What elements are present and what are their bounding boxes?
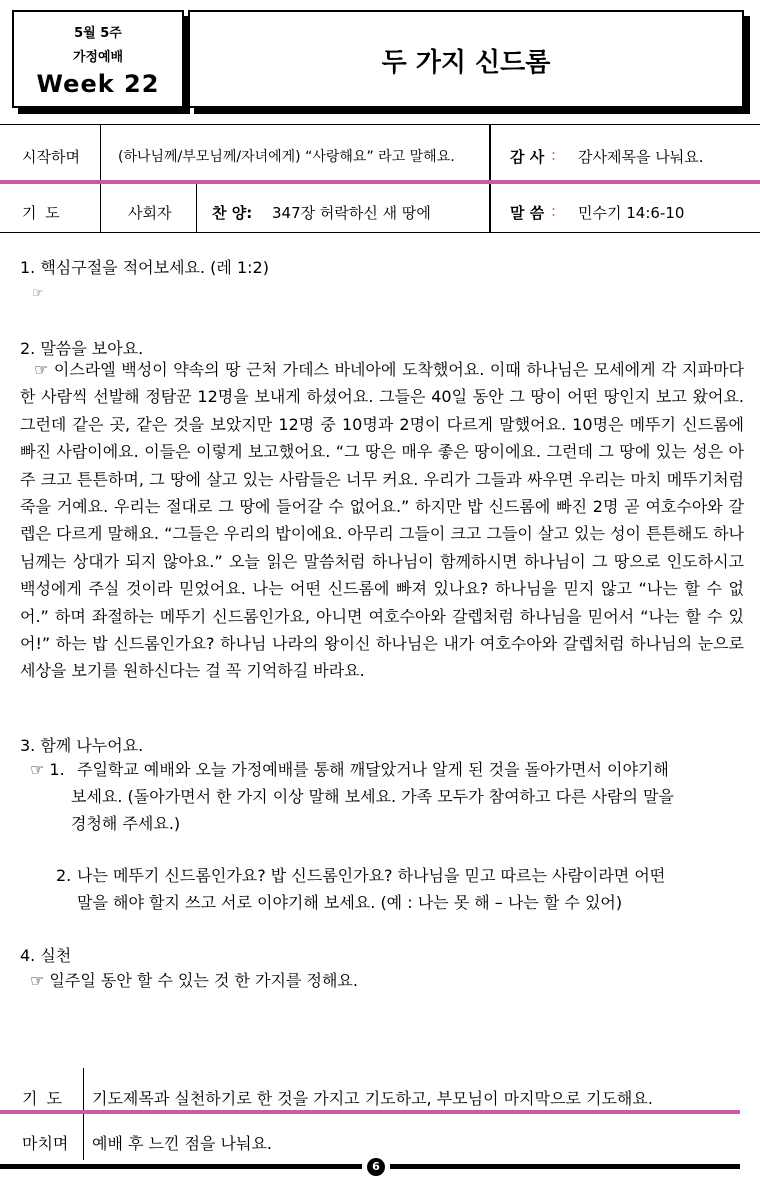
- question2-line1: 나는 메뚜기 신드롬인가요? 밥 신드롬인가요? 하나님을 믿고 따르는 사람이라면 어떤: [77, 866, 666, 885]
- question1-line2: 보세요. (돌아가면서 한 가지 이상 말해 보세요. 가족 모두가 참여하고 다른 사람의 말을: [71, 787, 674, 806]
- row1-divider-2: [489, 124, 491, 180]
- thanks-label: 감 사: [510, 148, 545, 166]
- word-label: 말 씀: [510, 204, 545, 222]
- title-box: [188, 10, 744, 108]
- bottom-bar-right: [390, 1164, 740, 1169]
- question1-line3: 경청해 주세요.): [71, 814, 181, 833]
- info-bottom-rule: [0, 232, 760, 233]
- footer-closing-label: 마치며: [22, 1134, 69, 1153]
- info-accent-rule: [0, 180, 760, 184]
- section4-title: 4. 실천: [20, 946, 72, 965]
- footer-accent-rule: [0, 1110, 740, 1114]
- hymn-label: 찬 양:: [212, 204, 253, 222]
- prayer-row-label: 기 도: [22, 204, 62, 222]
- start-label: 시작하며: [22, 148, 80, 166]
- page-title: 두 가지 신드롬: [381, 48, 551, 78]
- row2-divider-1: [100, 184, 101, 232]
- pointer-icon: ☞: [32, 286, 44, 301]
- sermon-paragraph: ☞ 이스라엘 백성이 약속의 땅 근처 가데스 바네아에 도착했어요. 이때 하나님은 모세에게 각 지파마다 한 사람씩 선발해 정탐꾼 12명을 보내게 하셨어요. 그들은 40일 동안 그 땅이 어떤 땅인지 보고 왔어요. 그런데 같은 곳, 같은 것을 보았지만 12명 중 10명과 2명이 다르게 말했어요. 10명은 메뚜기 신드롬에 빠진 사람이에요. 이들은 이렇게 보고했어요. “그 땅은 매우 좋은 땅이에요. 그런데 그 땅에 있는 성은 아주 크고 튼튼하며, 그 땅에 살고 있는 사람들은 너무 커요. 우리가 그들과 싸우면 우리는 마치 메뚜기처럼 죽을 거예요. 우리는 절대로 그 땅에 들어갈 수 없어요.” 하지만 밥 신드롬에 빠진 2명 곧 여호수아와 갈렙은 다르게 말해요. “그들은 우리의 밥이에요. 아무리 그들이 크고 그들이 살고 있는 성이 튼튼해도 하나님께는 상대가 되지 않아요.” 오늘 읽은 말씀처럼 하나님이 함께하시면 하나님이 그 땅으로 인도하시고 백성에게 주실 것이라 믿었어요. 나는 어떤 신드롬에 빠져 있나요? 하나님을 믿지 않고 “나는 할 수 없어.” 하며 좌절하는 메뚜기 신드롬인가요, 아니면 여호수아와 갈렙처럼 하나님을 믿어서 “나는 할 수 있어!” 하는 밥 신드롬인가요? 하나님 나라의 왕이신 하나님은 내가 여호수아와 갈렙처럼 하나님의 눈으로 세상을 보기를 원하신다는 걸 꼭 기억하길 바라요.: [20, 360, 744, 681]
- thanks-text: 감사제목을 나눠요.: [578, 148, 704, 166]
- footer-closing-text: 예배 후 느낀 점을 나눠요.: [92, 1134, 272, 1153]
- date-line: 5월 5주: [74, 26, 122, 41]
- footer-prayer-text: 기도제목과 실천하기로 한 것을 가지고 기도하고, 부모님이 마지막으로 기도해요.: [92, 1089, 653, 1108]
- word-colon: :: [551, 202, 557, 220]
- section3-title: 3. 함께 나누어요.: [20, 736, 144, 755]
- footer-divider: [83, 1068, 84, 1160]
- start-text: (하나님께/부모님께/자녀에게) “사랑해요” 라고 말해요.: [118, 149, 455, 165]
- thanks-colon: :: [551, 146, 557, 164]
- word-text: 민수기 14:6-10: [578, 204, 685, 222]
- section1-title: 1. 핵심구절을 적어보세요. (레 1:2): [20, 258, 269, 277]
- bottom-bar-left: [0, 1164, 362, 1169]
- footer-prayer-label: 기 도: [22, 1089, 64, 1108]
- page-number: 6: [367, 1158, 385, 1176]
- practice-text: ☞ 일주일 동안 할 수 있는 것 한 가지를 정해요.: [30, 971, 358, 990]
- info-top-rule: [0, 124, 760, 125]
- row1-divider-1: [100, 124, 101, 180]
- question1-number: ☞ 1.: [30, 760, 65, 779]
- section2-title: 2. 말씀을 보아요.: [20, 339, 144, 358]
- row2-divider-3: [489, 184, 491, 232]
- row2-divider-2: [196, 184, 197, 232]
- question2-line2: 말을 해야 할지 쓰고 서로 이야기해 보세요. (예 : 나는 못 해 – 나는 할 수 있어): [77, 893, 623, 912]
- question1-line1: 주일학교 예배와 오늘 가정예배를 통해 깨달았거나 알게 된 것을 돌아가면서 이야기해: [77, 760, 669, 779]
- question2-number: 2.: [56, 866, 72, 885]
- hymn-text: 347장 허락하신 새 땅에: [272, 204, 431, 222]
- week-label: Week 22: [36, 70, 160, 98]
- leader-label: 사회자: [128, 204, 172, 222]
- service-line: 가정예배: [72, 50, 124, 65]
- week-info-box: [12, 10, 184, 108]
